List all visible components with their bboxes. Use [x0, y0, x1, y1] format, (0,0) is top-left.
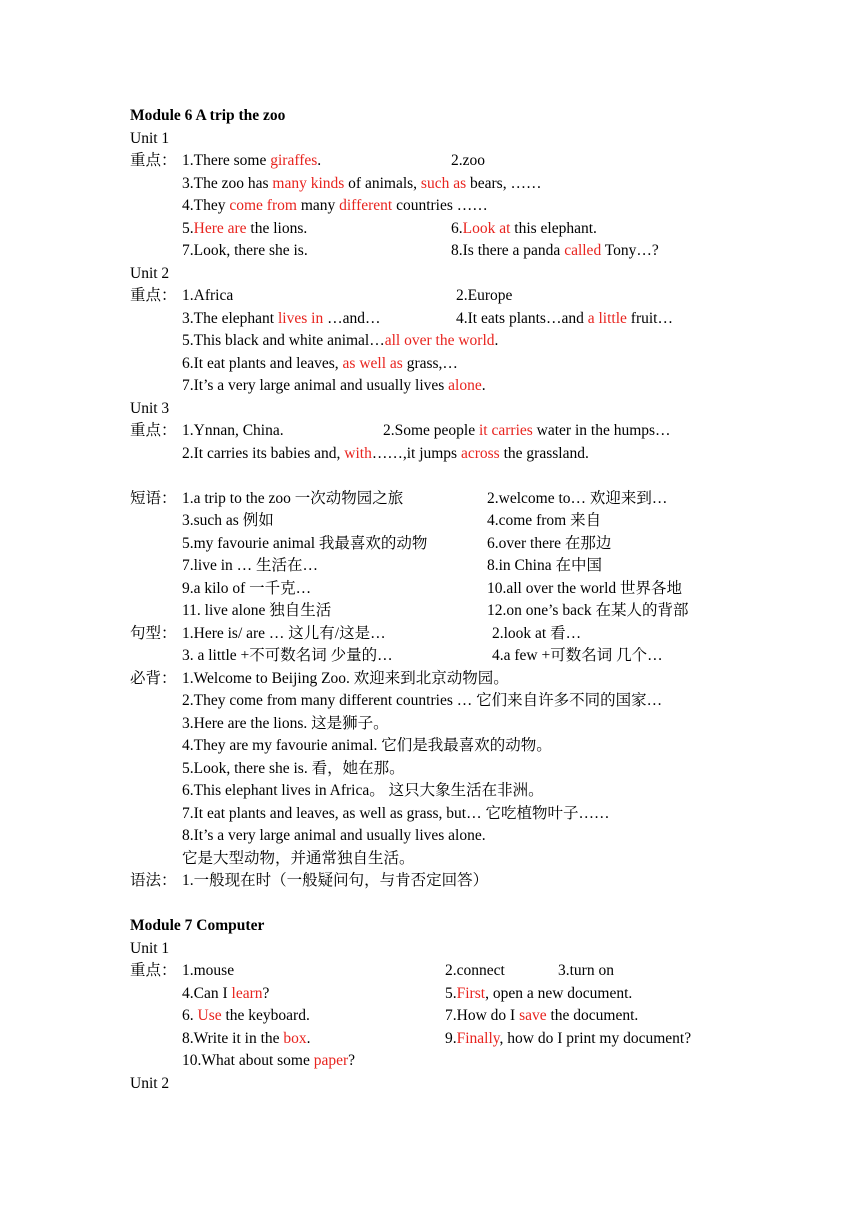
m6-phrases-item — [182, 555, 318, 577]
text-run: fruit… — [626, 309, 673, 327]
m6-phrases-prefix: 短语： — [130, 489, 177, 507]
m6-unit1-item — [182, 240, 308, 262]
m7-unit1-item — [182, 960, 234, 982]
m6-recite-item — [182, 713, 389, 735]
m7-unit1-prefix: 重点： — [130, 962, 177, 979]
m7-unit1-item — [445, 1028, 691, 1050]
highlighted-term: Finally — [456, 1029, 500, 1047]
m6-grammar-prefix: 语法： — [130, 872, 177, 889]
text-run: ……,it jumps — [371, 444, 461, 462]
text-run: 3.The elephant — [182, 309, 278, 327]
m6-unit1-item — [451, 150, 485, 172]
m6-sentences-item — [492, 623, 581, 645]
m6-phrases-item — [487, 578, 682, 600]
m6-phrases-item — [487, 510, 601, 532]
highlighted-term: it carries — [479, 422, 533, 439]
text-run: 2.welcome to… 欢迎来到… — [487, 489, 668, 507]
m6-unit1-item — [182, 150, 321, 172]
text-run: 10.all over the world 世界各地 — [487, 579, 683, 597]
highlighted-term: save — [519, 1007, 547, 1024]
m6-unit2-prefix: 重点： — [130, 287, 177, 304]
m6-unit2-label-text: Unit 2 — [130, 264, 170, 282]
m6-unit3-item — [182, 443, 589, 465]
text-run: the keyboard. — [221, 1007, 310, 1024]
m6-unit3-label-text: Unit 3 — [130, 399, 170, 417]
text-run: 1.mouse — [182, 962, 235, 979]
text-run: 6.over there 在那边 — [487, 534, 612, 552]
highlighted-term: called — [564, 242, 602, 259]
m6-sentences-item — [492, 645, 663, 667]
text-run: , open a new document. — [485, 984, 633, 1002]
module7-title-text: Module 7 Computer — [130, 917, 265, 934]
m6-phrases-item — [182, 488, 403, 510]
text-run: 1.Africa — [182, 287, 234, 304]
m6-unit1-item — [451, 218, 597, 240]
text-run: 2.zoo — [451, 152, 486, 169]
m6-phrases-item — [182, 600, 331, 622]
text-run: . — [494, 332, 499, 349]
text-run: 6.This elephant lives in Africa。 这只大象生活在非洲。 — [182, 782, 544, 799]
text-run: 5. — [182, 219, 194, 237]
m6-recite-prefix: 必背： — [130, 669, 177, 687]
m7-unit1-item — [445, 983, 632, 1005]
text-run: Tony…? — [601, 242, 659, 259]
m6-grammar-item — [182, 870, 488, 892]
highlighted-term: First — [456, 984, 486, 1002]
m6-recite-item — [182, 668, 509, 690]
m7-unit1-item — [182, 983, 269, 1005]
m6-unit2-item — [182, 285, 233, 307]
m7-unit1-item — [182, 1028, 311, 1050]
text-run: 9.a kilo of 一千克… — [182, 579, 312, 597]
text-run: 5. — [445, 984, 457, 1002]
m6-recite-item — [182, 758, 405, 780]
highlighted-term: Use — [197, 1007, 222, 1024]
text-run: 10.What about some — [182, 1052, 314, 1069]
m6-unit2-item — [182, 330, 498, 352]
m7-unit1-item — [445, 960, 505, 982]
m6-phrases-item — [487, 533, 611, 555]
m6-recite-item — [182, 848, 415, 870]
highlighted-term: as well as — [342, 354, 403, 372]
text-run: 3.such as 例如 — [182, 512, 274, 529]
text-run: 3.The zoo has — [182, 174, 273, 192]
m6-sentences-prefix: 句型： — [130, 624, 177, 642]
text-run: 7.live in … 生活在… — [182, 557, 319, 574]
text-run: 7.It’s a very large animal and usually lives — [182, 377, 449, 394]
text-run: ? — [348, 1052, 356, 1069]
m6-sentences-item — [182, 645, 393, 667]
m6-recite-item — [182, 825, 486, 847]
m6-recite-item — [182, 780, 544, 802]
text-run: water in the humps… — [532, 422, 671, 439]
text-run: 2.connect — [445, 962, 505, 979]
m7-unit1-label-text: Unit 1 — [130, 939, 170, 957]
text-run: 2.Some people — [383, 422, 479, 439]
text-run: 2.They come from many different countries … 它们来自许多不同的国家… — [182, 692, 663, 709]
text-run: 1.There some — [182, 152, 271, 169]
m6-recite-item — [182, 690, 662, 712]
highlighted-term: different — [339, 197, 393, 214]
text-run: . — [306, 1029, 311, 1047]
highlighted-term: such as — [420, 174, 467, 192]
m6-phrases-item — [487, 600, 688, 622]
highlighted-term: with — [344, 444, 372, 462]
m7-unit2-label-text: Unit 2 — [130, 1074, 170, 1092]
m7-unit1-item — [182, 1005, 310, 1027]
text-run: the grassland. — [499, 444, 589, 462]
text-run: 4.Can I — [182, 984, 232, 1002]
highlighted-term: paper — [313, 1052, 349, 1069]
text-run: 4.It eats plants…and — [456, 309, 588, 327]
highlighted-term: box — [283, 1029, 307, 1047]
text-run: the document. — [546, 1007, 639, 1024]
text-run: 1.Ynnan, China. — [182, 422, 284, 439]
text-run: 1.a trip to the zoo 一次动物园之旅 — [182, 489, 404, 507]
m6-unit3-item — [182, 420, 284, 442]
highlighted-term: Look at — [462, 219, 511, 237]
text-run: bears, …… — [466, 174, 542, 192]
module6-title-text: Module 6 A trip the zoo — [130, 107, 286, 124]
text-run: …and… — [323, 309, 381, 327]
text-run: 4.They — [182, 197, 230, 214]
text-run: 2.It carries its babies and, — [182, 444, 345, 462]
m6-recite-item — [182, 803, 609, 825]
text-run: 4.They are my favourie animal. 它们是我最喜欢的动物。 — [182, 737, 552, 754]
text-run: countries …… — [392, 197, 488, 214]
m6-unit2-item — [182, 375, 486, 397]
text-run: 7.How do I — [445, 1007, 520, 1024]
text-run: 5.my favourie animal 我最喜欢的动物 — [182, 534, 428, 552]
text-run: many — [296, 197, 340, 214]
highlighted-term: many kinds — [272, 174, 345, 192]
highlighted-term: come from — [229, 197, 297, 214]
m6-unit2-item — [456, 285, 512, 307]
text-run: 4.come from 来自 — [487, 512, 602, 529]
m6-unit1-item — [182, 195, 488, 217]
m6-unit3-prefix: 重点： — [130, 422, 177, 439]
text-run: the lions. — [246, 219, 308, 237]
text-run: 1.Here is/ are … 这儿有/这是… — [182, 624, 386, 642]
text-run: 8.It’s a very large animal and usually lives alone. — [182, 827, 486, 844]
text-run: 7.Look, there she is. — [182, 242, 308, 259]
m6-recite-item — [182, 735, 552, 757]
text-run: 3. a little +不可数名词 少量的… — [182, 647, 393, 664]
text-run: 2.look at 看… — [492, 624, 582, 642]
text-run: . — [317, 152, 322, 169]
m6-unit1-item — [451, 240, 659, 262]
text-run: 1.一般现在时（一般疑问句，与肯否定回答） — [182, 872, 489, 889]
highlighted-term: a little — [587, 309, 627, 327]
m7-unit1-item — [182, 1050, 355, 1072]
text-run: 3.Here are the lions. 这是狮子。 — [182, 714, 389, 732]
text-run: 2.Europe — [456, 287, 513, 304]
m6-phrases-item — [487, 488, 667, 510]
highlighted-term: alone — [448, 377, 482, 394]
m6-unit2-item — [182, 353, 458, 375]
highlighted-term: all over the world — [384, 332, 495, 349]
m6-unit2-item — [456, 308, 673, 330]
highlighted-term: Here are — [193, 219, 247, 237]
highlighted-term: across — [460, 444, 500, 462]
text-run: 5.This black and white animal… — [182, 332, 385, 349]
text-run: . — [481, 377, 486, 394]
highlighted-term: learn — [231, 984, 263, 1002]
text-run: 6. — [451, 219, 463, 237]
m6-unit1-label-text: Unit 1 — [130, 129, 170, 147]
m7-unit1-item — [558, 960, 614, 982]
highlighted-term: lives in — [277, 309, 324, 327]
text-run: ? — [262, 984, 270, 1002]
text-run: 它是大型动物，并通常独自生活。 — [182, 849, 415, 867]
m7-unit1-item — [445, 1005, 638, 1027]
m6-unit3-item — [383, 420, 671, 442]
highlighted-term: giraffes — [270, 152, 318, 169]
text-run: 5.Look, there she is. 看，她在那。 — [182, 759, 405, 777]
text-run: 8.in China 在中国 — [487, 557, 602, 574]
text-run: 8.Write it in the — [182, 1029, 284, 1047]
m6-unit1-item — [182, 218, 307, 240]
m6-phrases-item — [487, 555, 602, 577]
text-run: 8.Is there a panda — [451, 242, 565, 259]
text-run: of animals, — [344, 174, 421, 192]
text-run: 9. — [445, 1029, 457, 1047]
m6-unit1-item — [182, 173, 541, 195]
text-run: 11. live alone 独自生活 — [182, 602, 332, 619]
text-run: , how do I print my document? — [499, 1029, 692, 1047]
m6-unit1-prefix: 重点： — [130, 152, 177, 169]
m6-phrases-item — [182, 578, 311, 600]
m6-phrases-item — [182, 510, 274, 532]
text-run: 6. — [182, 1007, 198, 1024]
text-run: 1.Welcome to Beijing Zoo. 欢迎来到北京动物园。 — [182, 669, 509, 687]
text-run: 4.a few +可数名词 几个… — [492, 647, 663, 664]
m6-sentences-item — [182, 623, 386, 645]
text-run: 3.turn on — [558, 962, 614, 979]
text-run: 7.It eat plants and leaves, as well as grass, but… 它吃植物叶子…… — [182, 804, 610, 822]
text-run: 6.It eat plants and leaves, — [182, 354, 343, 372]
text-run: 12.on one’s back 在某人的背部 — [487, 602, 689, 619]
m6-phrases-item — [182, 533, 427, 555]
text-run: grass,… — [402, 354, 458, 372]
text-run: this elephant. — [510, 219, 597, 237]
m6-unit2-item — [182, 308, 380, 330]
